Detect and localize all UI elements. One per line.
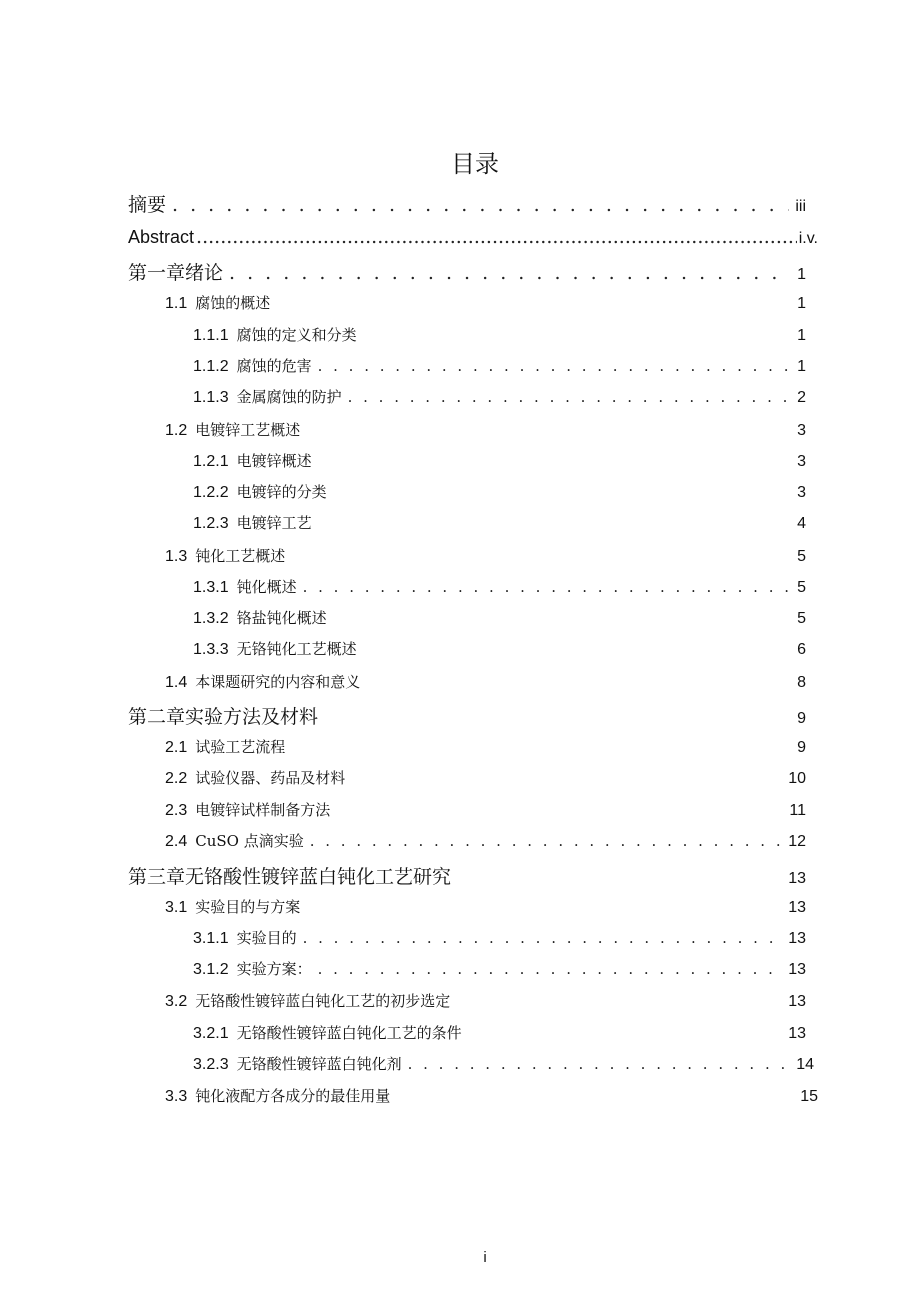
toc-entry-number: 1.2: [165, 422, 188, 439]
toc-entry-number: 2.3: [165, 802, 188, 819]
toc-entry-number: 1.2.3: [193, 515, 229, 532]
toc-entry[interactable]: [165, 990, 806, 1011]
toc-dot-leader: [303, 929, 783, 947]
toc-entry-page: 12: [788, 833, 806, 850]
toc-entry-page: 13: [788, 1025, 806, 1042]
toc-entry-page: 4: [797, 515, 806, 532]
toc-entry-number: 1.2.1: [193, 453, 229, 470]
toc-entry[interactable]: [128, 862, 806, 889]
toc-dot-leader: [310, 832, 782, 850]
toc-entry[interactable]: [128, 190, 806, 217]
toc-entry-number: 3.3: [165, 1088, 188, 1105]
toc-dot-leader: [303, 578, 791, 596]
toc-entry-label: 腐蚀的概述: [195, 294, 271, 312]
toc-entry-label: 本课题研究的内容和意义: [195, 673, 361, 691]
toc-entry[interactable]: [128, 702, 806, 729]
toc-entry-page: 5: [797, 610, 806, 627]
toc-dot-leader: [318, 357, 791, 375]
toc-entry-label: CuSO 点滴实验: [195, 832, 304, 850]
toc-entry[interactable]: [193, 927, 806, 948]
toc-entry[interactable]: [193, 607, 806, 628]
toc-entry-number: 3.2.1: [193, 1025, 229, 1042]
toc-entry-label: 无铬酸性镀锌蓝白钝化工艺的初步选定: [195, 992, 451, 1010]
toc-entry[interactable]: [193, 386, 806, 407]
toc-entry-number: 1.3.3: [193, 641, 229, 658]
toc-entry[interactable]: [165, 799, 806, 820]
toc-entry-number: 3.2: [165, 993, 188, 1010]
toc-entry-label: Abstract: [128, 227, 195, 247]
toc-entry-page: 13: [788, 961, 806, 978]
toc-entry-label: 第一章绪论: [128, 262, 224, 284]
toc-entry-number: 1.2.2: [193, 484, 229, 501]
toc-entry-number: 1.1: [165, 295, 188, 312]
toc-entry-page: 3: [797, 484, 806, 501]
toc-entry[interactable]: [193, 1022, 806, 1043]
toc-entry[interactable]: [193, 638, 806, 659]
toc-entry-page: 1: [797, 358, 806, 375]
toc-entry-number: 2.2: [165, 770, 188, 787]
toc-entry-number: 1.3: [165, 548, 188, 565]
toc-entry-label: 实验目的: [236, 929, 297, 947]
toc-entry-label: 钝化液配方各成分的最佳用量: [195, 1087, 391, 1105]
toc-dot-leader: [318, 960, 783, 978]
toc-entry-page: 5: [797, 579, 806, 596]
toc-entry-label: 金属腐蚀的防护: [236, 388, 342, 406]
toc-entry-number: 2.4: [165, 833, 188, 850]
toc-entry-label: 电镀锌工艺概述: [195, 421, 301, 439]
toc-title: 目录: [451, 150, 499, 178]
toc-entry-number: 1.1.1: [193, 327, 229, 344]
toc-entry-label: 电镀锌概述: [236, 452, 312, 470]
toc-entry-page: 1: [797, 266, 806, 283]
toc-entry-page: iii: [795, 198, 806, 215]
toc-dot-leader: [229, 262, 791, 284]
toc-entry-page: 9: [797, 710, 806, 727]
toc-entry[interactable]: [193, 324, 806, 345]
toc-entry[interactable]: [165, 671, 806, 692]
toc-entry-page: 1: [797, 295, 806, 312]
toc-entry[interactable]: [193, 355, 806, 376]
toc-entry-label: 钝化概述: [236, 578, 297, 596]
toc-entry-label: 钝化工艺概述: [195, 547, 286, 565]
toc-entry-label: 摘要: [128, 194, 167, 216]
toc-entry-number: 1.3.2: [193, 610, 229, 627]
toc-entry-page: 6: [797, 641, 806, 658]
toc-entry-page: 13: [788, 870, 806, 887]
toc-entry[interactable]: [193, 512, 806, 533]
toc-dot-leader: [408, 1055, 791, 1073]
toc-entry[interactable]: [165, 292, 806, 313]
toc-entry-page: 13: [788, 899, 806, 916]
toc-entry-number: 1.1.2: [193, 358, 229, 375]
toc-entry[interactable]: [165, 1085, 818, 1106]
toc-entry-page: 3: [797, 422, 806, 439]
toc-entry[interactable]: [193, 958, 806, 979]
toc-entry[interactable]: [165, 419, 806, 440]
toc-entry[interactable]: [165, 830, 806, 851]
toc-entry-page: 2: [797, 389, 806, 406]
toc-entry-number: 2.1: [165, 739, 188, 756]
toc-entry-label: 实验目的与方案: [195, 898, 301, 916]
toc-entry[interactable]: [165, 545, 806, 566]
toc-entry-label: 第三章无铬酸性镀锌蓝白钝化工艺研究: [128, 866, 452, 888]
toc-entry[interactable]: [193, 1053, 814, 1074]
toc-entry[interactable]: [128, 258, 806, 285]
toc-entry-page: 8: [797, 674, 806, 691]
toc-entry-label: 试验仪器、药品及材料: [195, 769, 346, 787]
toc-entry[interactable]: [165, 767, 806, 788]
toc-entry-page: 13: [788, 993, 806, 1010]
toc-entry-label: 无铬酸性镀锌蓝白钝化工艺的条件: [236, 1024, 462, 1042]
toc-entry-page: 9: [797, 739, 806, 756]
toc-entry[interactable]: [193, 576, 806, 597]
toc-dot-leader: [196, 226, 797, 248]
toc-entry-label: 电镀锌的分类: [236, 483, 327, 501]
page-footer-number: i: [483, 1249, 487, 1266]
toc-entry-page: 10: [788, 770, 806, 787]
toc-entry-number: 1.1.3: [193, 389, 229, 406]
toc-entry-label: 试验工艺流程: [195, 738, 286, 756]
toc-entry[interactable]: [193, 450, 806, 471]
toc-entry-number: 3.2.3: [193, 1056, 229, 1073]
toc-dot-leader: [172, 194, 789, 216]
toc-entry[interactable]: [193, 481, 806, 502]
toc-entry-label: 第二章实验方法及材料: [128, 706, 319, 728]
toc-entry-page: 3: [797, 453, 806, 470]
toc-entry-page: 11: [789, 802, 806, 819]
toc-entry-page: i.v.: [798, 230, 818, 247]
toc-entry-label: 铬盐钝化概述: [236, 609, 327, 627]
toc-entry-label: 无铬钝化工艺概述: [236, 640, 357, 658]
toc-entry-number: 1.4: [165, 674, 188, 691]
toc-entry-number: 3.1.1: [193, 930, 229, 947]
toc-entry-label: 实验方案：: [236, 960, 312, 978]
toc-entry-number: 3.1.2: [193, 961, 229, 978]
toc-entry[interactable]: [165, 736, 806, 757]
toc-entry-label: 腐蚀的危害: [236, 357, 312, 375]
toc-entry-label: 腐蚀的定义和分类: [236, 326, 357, 344]
toc-entry[interactable]: [128, 226, 818, 248]
toc-entry-page: 13: [788, 930, 806, 947]
toc-entry-page: 5: [797, 548, 806, 565]
toc-entry-label: 电镀锌试样制备方法: [195, 801, 331, 819]
toc-entry-page: 1: [797, 327, 806, 344]
toc-entry-number: 1.3.1: [193, 579, 229, 596]
toc-dot-leader: [348, 388, 791, 406]
toc-entry-label: 无铬酸性镀锌蓝白钝化剂: [236, 1055, 402, 1073]
toc-entry-page: 15: [800, 1088, 818, 1105]
toc-entry[interactable]: [165, 896, 806, 917]
toc-entry-page: 14: [796, 1056, 814, 1073]
toc-entry-label: 电镀锌工艺: [236, 514, 312, 532]
toc-entry-number: 3.1: [165, 899, 188, 916]
